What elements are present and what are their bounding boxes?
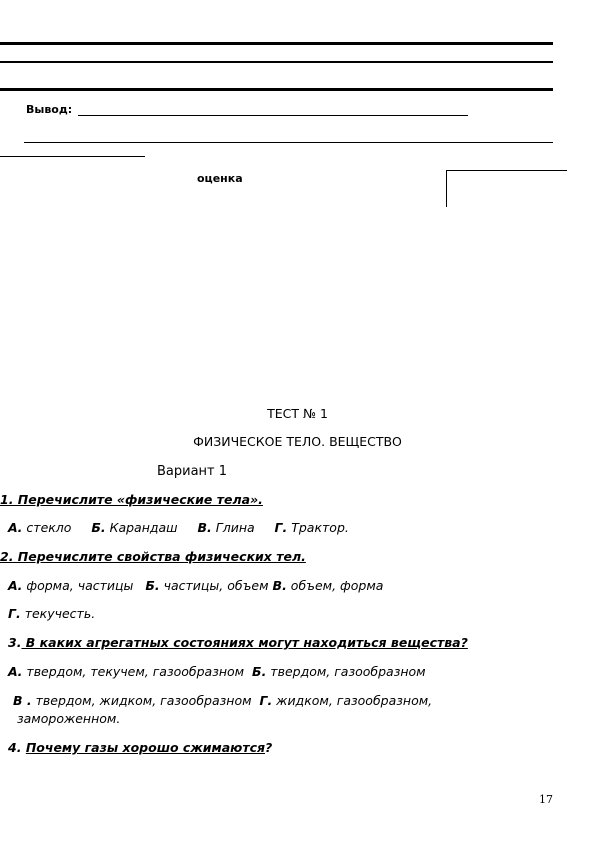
conclusion-field-line[interactable] [78,115,468,116]
grade-box[interactable] [446,170,567,207]
answer-text: твердом, жидком, газообразном [31,693,252,708]
answer-text: объем, форма [286,578,384,593]
answer-letter: В. [272,578,287,593]
question-2-title: 2. Перечислите свойства физических тел. [0,549,306,564]
conclusion-label: Вывод: [26,103,73,116]
answer-letter: В. [197,520,212,535]
top-rule-2 [0,61,553,63]
answer-letter: Г. [274,520,288,535]
question-3-answers-line-1 [8,664,426,680]
answer-letter: Б. [145,578,160,593]
answer-text: частицы, объем [159,578,269,593]
question-4-text: Почему газы хорошо сжимаются [25,740,266,755]
question-2-answers-line-2 [8,606,95,622]
question-4-number: 4. [8,740,22,755]
test-variant: Вариант 1 [157,464,228,479]
page-number: 17 [539,793,553,806]
answer-letter: Б. [91,520,106,535]
answer-text: стекло [22,520,72,535]
question-3-answers-line-3: замороженном. [17,711,121,726]
answer-text: текучесть. [20,606,96,621]
answer-letter: А. [8,520,23,535]
answer-letter: А. [8,578,23,593]
question-2-answers-line-1 [8,578,383,594]
answer-text: твердом, текучем, газообразном [22,664,245,679]
grade-label: оценка [197,172,243,185]
question-1-title: 1. Перечислите «физические тела». [0,492,263,507]
question-3-number: 3. [8,635,22,650]
answer-text: твердом, газообразном [266,664,426,679]
answer-letter: Б. [252,664,267,679]
test-topic: ФИЗИЧЕСКОЕ ТЕЛО. ВЕЩЕСТВО [193,434,402,449]
question-3-text: В каких агрегатных состояниях могут находиться вещества? [21,635,468,650]
answer-letter: Г. [259,693,273,708]
top-rule-3 [0,88,553,91]
answer-text: Карандаш [105,520,178,535]
question-4-title [8,740,272,756]
question-4-end: ? [265,740,273,755]
answer-text: жидком, газообразном, [272,693,433,708]
conclusion-field-line-3[interactable] [0,156,145,157]
top-rule-1 [0,42,553,45]
test-number: ТЕСТ № 1 [267,406,328,421]
answer-text: форма, частицы [22,578,134,593]
answer-letter: В . [13,693,32,708]
question-3-answers-line-2 [13,693,432,709]
answer-letter: А. [8,664,23,679]
question-3-title [8,635,468,651]
answer-letter: Г. [8,606,21,621]
answer-text: Трактор. [287,520,349,535]
answer-text: Глина [211,520,255,535]
conclusion-field-line-2[interactable] [24,142,553,143]
question-1-answers [8,520,349,536]
